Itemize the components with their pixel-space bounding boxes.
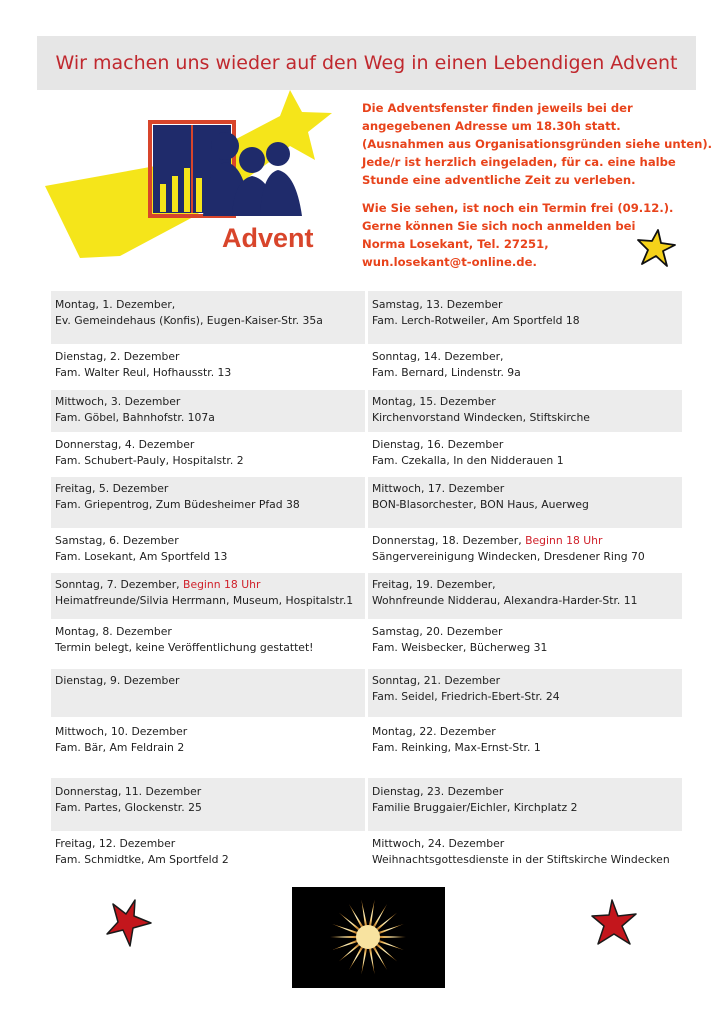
schedule-cell-left (51, 291, 365, 344)
star-core (356, 925, 380, 949)
schedule-cell-left (51, 477, 365, 528)
event-date: Montag, 1. Dezember, (55, 298, 176, 311)
start-time-note: Beginn 18 Uhr (525, 534, 603, 547)
page-title: Wir machen uns wieder auf den Weg in einen Lebendigen Advent (55, 52, 678, 74)
schedule-row (51, 291, 688, 344)
schedule-row (51, 573, 688, 619)
event-date: Montag, 22. Dezember (372, 725, 496, 738)
small-star-icon (634, 226, 678, 270)
herrnhut-star-icon (292, 887, 445, 988)
schedule-row (51, 669, 688, 717)
event-host-address: Familie Bruggaier/Eichler, Kirchplatz 2 (372, 801, 578, 814)
schedule-row (51, 390, 688, 432)
event-host-address: Fam. Lerch-Rotweiler, Am Sportfeld 18 (372, 314, 580, 327)
event-host-address: Fam. Losekant, Am Sportfeld 13 (55, 550, 228, 563)
star-ray (361, 900, 367, 928)
star-ray (378, 936, 406, 938)
event-date: Freitag, 19. Dezember, (372, 578, 496, 591)
star-ray (330, 936, 358, 938)
schedule-cell-left (51, 778, 365, 831)
star-ray (339, 913, 361, 932)
event-host-address: Fam. Weisbecker, Bücherweg 31 (372, 641, 548, 654)
event-date: Freitag, 12. Dezember (55, 837, 176, 850)
schedule-cell-right (368, 433, 682, 476)
schedule-cell-left (51, 832, 365, 888)
schedule-cell-left (51, 529, 365, 572)
event-date: Mittwoch, 10. Dezember (55, 725, 188, 738)
red-star-icon (590, 898, 638, 948)
event-host-address: Fam. Bär, Am Feldrain 2 (55, 741, 185, 754)
title-banner (37, 36, 696, 90)
schedule-row (51, 477, 688, 528)
schedule-cell-right (368, 573, 682, 619)
schedule-cell-left (51, 620, 365, 668)
event-date: Montag, 15. Dezember (372, 395, 496, 408)
schedule-table (51, 291, 688, 879)
star-ray (372, 945, 387, 970)
herrnhut-star-image (292, 887, 445, 988)
schedule-row (51, 529, 688, 572)
star-ray (375, 913, 397, 932)
event-host-address: BON-Blasorchester, BON Haus, Auerweg (372, 498, 589, 511)
schedule-cell-right (368, 291, 682, 344)
event-date: Mittwoch, 24. Dezember (372, 837, 505, 850)
schedule-cell-right (368, 390, 682, 432)
star-ray (375, 943, 397, 962)
event-date: Donnerstag, 4. Dezember (55, 438, 195, 451)
event-host-address: Fam. Göbel, Bahnhofstr. 107a (55, 411, 215, 424)
schedule-cell-left (51, 669, 365, 717)
start-time-note: Beginn 18 Uhr (183, 578, 261, 591)
schedule-cell-right (368, 718, 682, 777)
schedule-cell-left (51, 718, 365, 777)
schedule-row (51, 832, 688, 888)
event-date: Montag, 8. Dezember (55, 625, 172, 638)
schedule-row (51, 345, 688, 389)
event-host-address: Fam. Schmidtke, Am Sportfeld 2 (55, 853, 229, 866)
event-date: Donnerstag, 18. Dezember, Beginn 18 Uhr (372, 534, 603, 547)
event-date: Mittwoch, 3. Dezember (55, 395, 181, 408)
advent-logo (40, 88, 340, 268)
event-host-address: Fam. Seidel, Friedrich-Ebert-Str. 24 (372, 690, 560, 703)
star-ray (369, 947, 375, 975)
schedule-cell-right (368, 669, 682, 717)
event-host-address: Fam. Schubert-Pauly, Hospitalstr. 2 (55, 454, 244, 467)
logo-text: Advent (222, 223, 314, 253)
event-host-address: Fam. Griepentrog, Zum Büdesheimer Pfad 38 (55, 498, 300, 511)
event-date: Mittwoch, 17. Dezember (372, 482, 505, 495)
event-host-address: Termin belegt, keine Veröffentlichung gestattet! (55, 641, 314, 654)
event-date: Dienstag, 23. Dezember (372, 785, 504, 798)
schedule-row (51, 778, 688, 831)
schedule-cell-right (368, 477, 682, 528)
schedule-cell-left (51, 573, 365, 619)
star-ray (361, 947, 367, 975)
event-date: Dienstag, 16. Dezember (372, 438, 504, 451)
schedule-cell-left (51, 345, 365, 389)
event-host-address: Ev. Gemeindehaus (Konfis), Eugen-Kaiser-Str. 35a (55, 314, 323, 327)
event-host-address: Weihnachtsgottesdienste in der Stiftskirche Windecken (372, 853, 670, 866)
event-host-address: Fam. Reinking, Max-Ernst-Str. 1 (372, 741, 541, 754)
event-date: Sonntag, 7. Dezember, Beginn 18 Uhr (55, 578, 261, 591)
schedule-row (51, 620, 688, 668)
event-host-address: Fam. Bernard, Lindenstr. 9a (372, 366, 521, 379)
star-ray (349, 904, 364, 929)
event-date: Samstag, 13. Dezember (372, 298, 503, 311)
schedule-row (51, 433, 688, 476)
info-paragraph-2: Wie Sie sehen, ist noch ein Termin frei (09.12.). Gerne können Sie sich noch anmelden bei Norma Losekant, Tel. 27251, wun.losekant@t-online.de. (362, 199, 697, 271)
event-host-address: Heimatfreunde/Silvia Herrmann, Museum, Hospitalstr.1 (55, 594, 354, 607)
schedule-cell-right (368, 832, 682, 888)
schedule-cell-right (368, 345, 682, 389)
event-host-address: Wohnfreunde Nidderau, Alexandra-Harder-Str. 11 (372, 594, 638, 607)
schedule-row (51, 718, 688, 777)
star-ray (339, 943, 361, 962)
event-date: Dienstag, 9. Dezember (55, 674, 180, 687)
event-host-address: Fam. Partes, Glockenstr. 25 (55, 801, 202, 814)
schedule-cell-right (368, 529, 682, 572)
email-link[interactable]: wun.losekant@t-online.de. (362, 255, 537, 269)
event-host-address: Fam. Walter Reul, Hofhausstr. 13 (55, 366, 232, 379)
event-date: Sonntag, 21. Dezember (372, 674, 501, 687)
star-ray (372, 904, 387, 929)
event-host-address: Kirchenvorstand Windecken, Stiftskirche (372, 411, 590, 424)
event-host-address: Sängervereinigung Windecken, Dresdener Ring 70 (372, 550, 645, 563)
event-date: Samstag, 20. Dezember (372, 625, 503, 638)
event-date: Sonntag, 14. Dezember, (372, 350, 504, 363)
event-host-address: Fam. Czekalla, In den Nidderauen 1 (372, 454, 564, 467)
schedule-cell-right (368, 620, 682, 668)
star-ray (369, 900, 375, 928)
event-date: Freitag, 5. Dezember (55, 482, 169, 495)
schedule-cell-right (368, 778, 682, 831)
star-ray (349, 945, 364, 970)
event-date: Dienstag, 2. Dezember (55, 350, 180, 363)
event-date: Samstag, 6. Dezember (55, 534, 179, 547)
event-date: Donnerstag, 11. Dezember (55, 785, 202, 798)
schedule-cell-left (51, 390, 365, 432)
red-star-icon (105, 898, 153, 948)
info-paragraph-1: Die Adventsfenster finden jeweils bei der angegebenen Adresse um 18.30h statt. (Ausnahmen aus Organisationsgründen siehe unten). Jede/r ist herzlich eingeladen, für ca. eine halbe Stunde eine adventliche Zeit zu verleben. (362, 101, 713, 187)
schedule-cell-left (51, 433, 365, 476)
